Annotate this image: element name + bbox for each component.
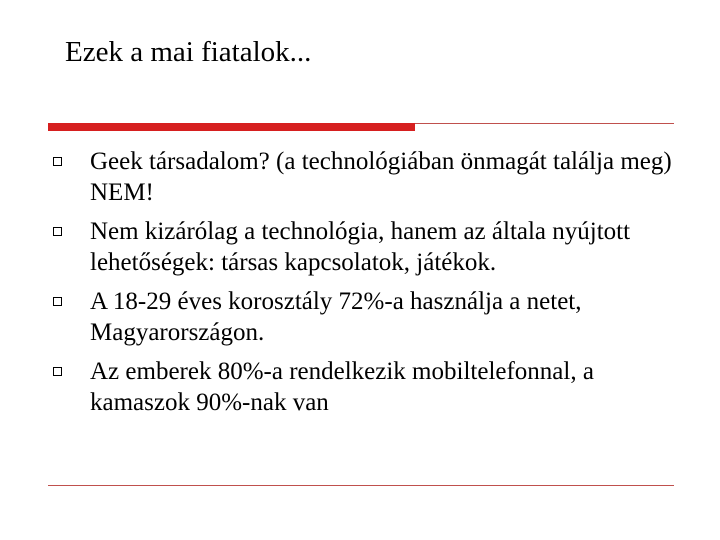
hollow-square-bullet-icon: [53, 297, 62, 306]
bullet-item-3: [48, 286, 690, 348]
hollow-square-bullet-icon: [53, 157, 62, 166]
bullet-text: A 18-29 éves korosztály 72%-a használja a netet, Magyarországon.: [90, 288, 582, 346]
hollow-square-bullet-icon: [53, 367, 62, 376]
hollow-square-bullet-icon: [53, 227, 62, 236]
title-divider-line: [415, 123, 674, 124]
slide-title: Ezek a mai fiatalok...: [65, 36, 312, 68]
bullet-item-1: [48, 146, 690, 208]
title-divider-accent: [48, 123, 415, 131]
bullet-list: [48, 146, 688, 428]
bullet-text: Nem kizárólag a technológia, hanem az általa nyújtott lehetőségek: társas kapcsolatok, játékok.: [90, 218, 631, 276]
bullet-text: Az emberek 80%-a rendelkezik mobiltelefonnal, a kamaszok 90%-nak van: [90, 358, 594, 416]
bullet-item-2: [48, 216, 690, 278]
title-divider: [48, 123, 674, 131]
bottom-divider: [48, 485, 674, 486]
bullet-text: Geek társadalom? (a technológiában önmagát találja meg) NEM!: [90, 148, 672, 206]
bullet-item-4: [48, 356, 690, 418]
